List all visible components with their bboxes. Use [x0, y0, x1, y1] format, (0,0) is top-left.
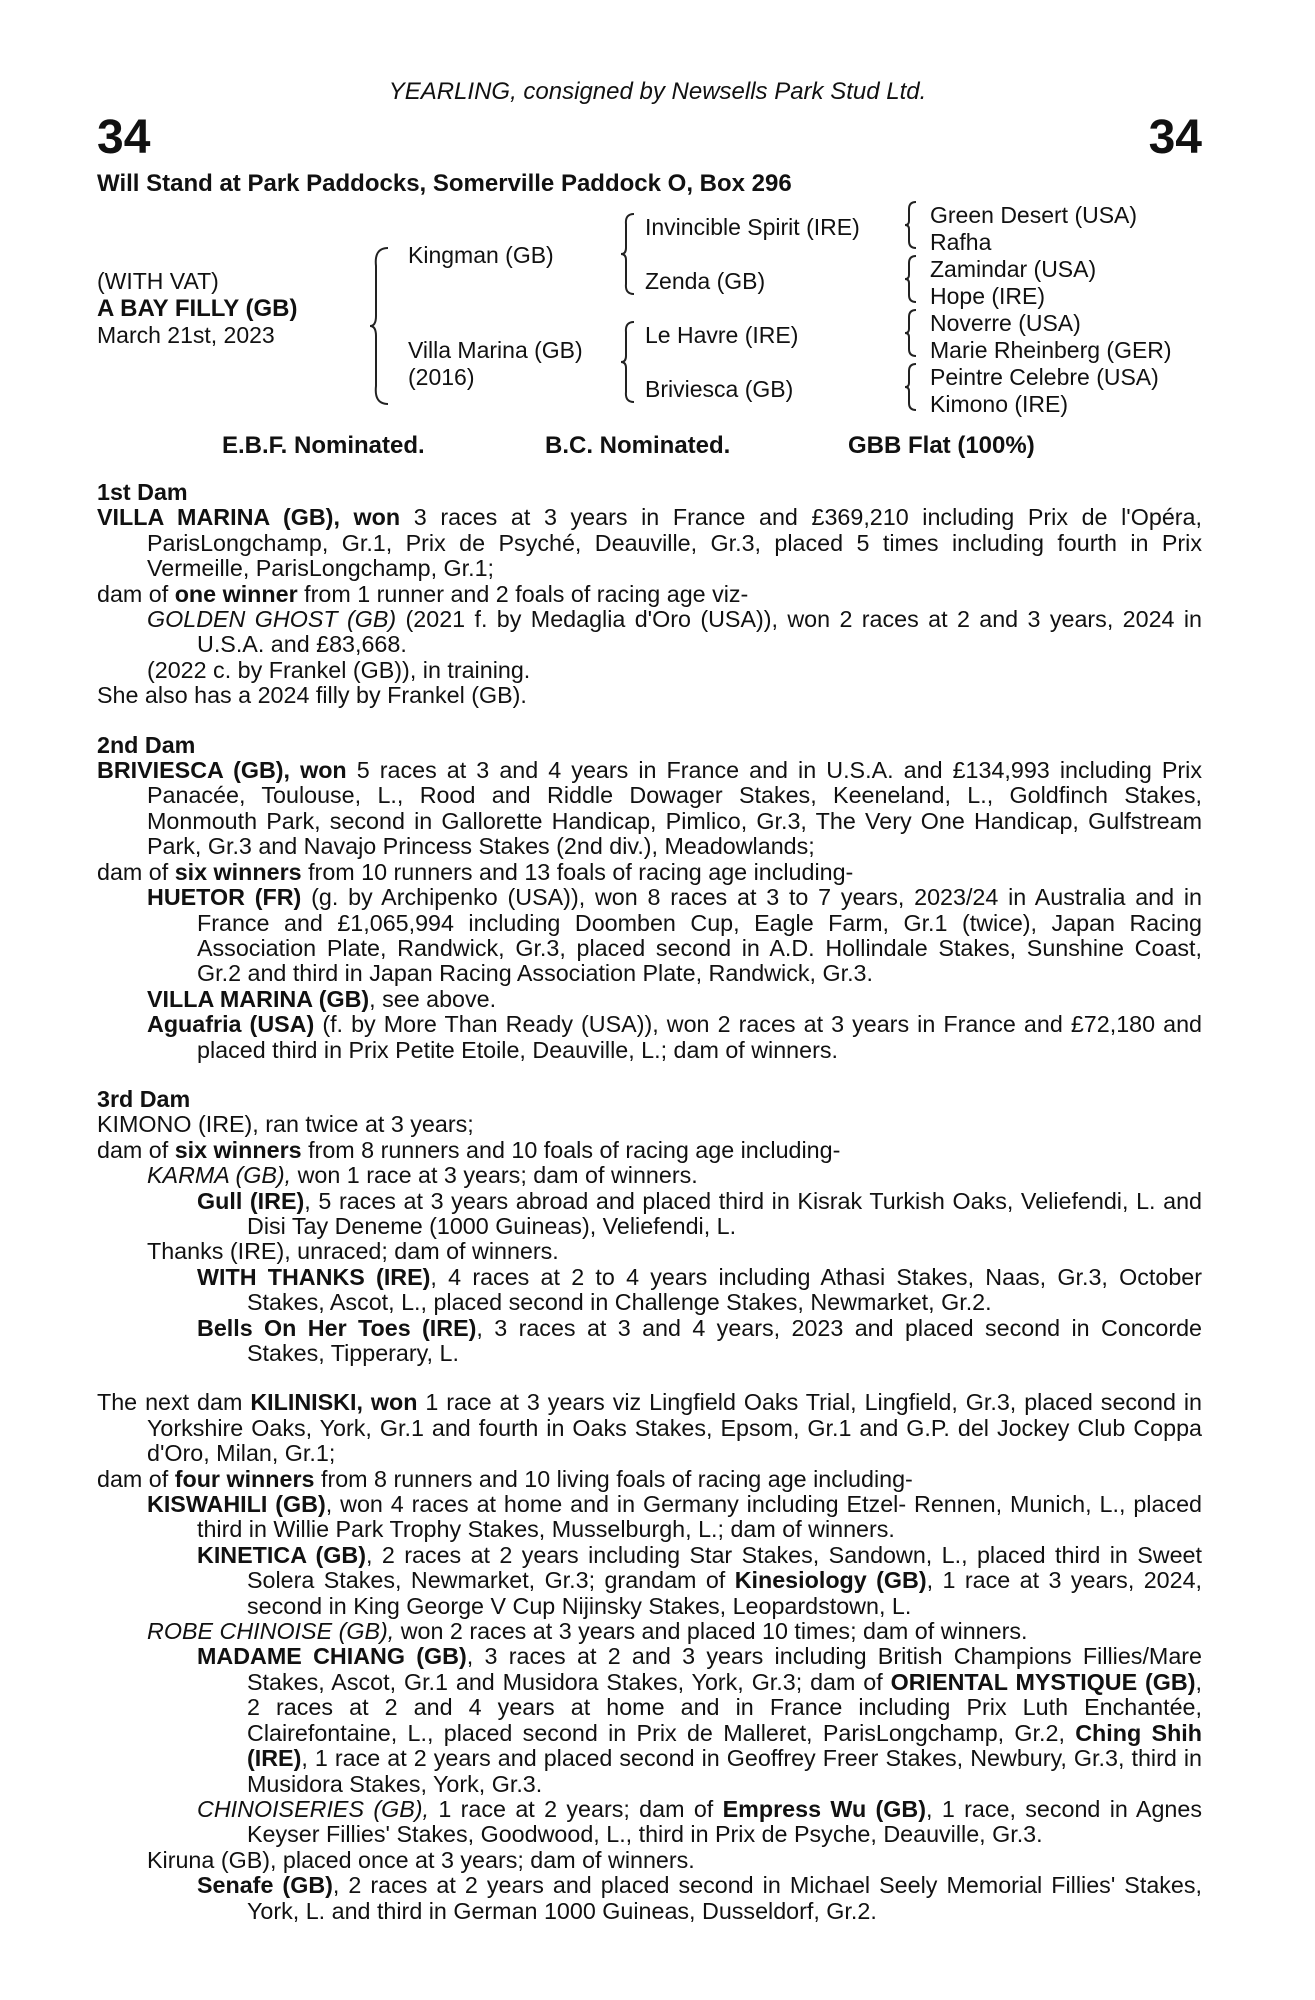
third-dam-foal-2: Thanks (IRE), unraced; dam of winners.: [147, 1238, 559, 1265]
ggdam-4: Kimono (IRE): [930, 391, 1069, 417]
next-dam-foal-3: Kiruna (GB), placed once at 3 years; dam of winners.: [147, 1846, 695, 1873]
dam-name: Villa Marina (GB): [408, 337, 583, 363]
grandsire-dam: Le Havre (IRE): [645, 322, 799, 348]
sire-name: Kingman (GB): [408, 242, 554, 268]
first-dam-heading: 1st Dam: [97, 479, 188, 505]
next-dam-record: The next dam KILINISKI, won 1 race at 3 years viz Lingfield Oaks Trial, Lingfield, Gr.3, placed second in Yorkshire Oaks, York, Gr.1 and fourth in Oaks Stakes, Epsom, Gr.1 and G.P. del Jockey Club Coppa d'Oro, Milan, Gr.1;: [97, 1389, 1202, 1467]
first-dam-note: She also has a 2024 filly by Frankel (GB).: [97, 682, 527, 709]
next-dam-foal-2: ROBE CHINOISE (GB), won 2 races at 3 years and placed 10 times; dam of winners.: [147, 1618, 1028, 1645]
ggdam-2: Hope (IRE): [930, 283, 1046, 309]
ggsire-3: Noverre (USA): [930, 310, 1081, 336]
pedigree-brace-g2: [904, 254, 918, 309]
pedigree-brace-g3: [904, 308, 918, 363]
lot-number-right: 34: [1148, 111, 1202, 164]
ggdam-3: Marie Rheinberg (GER): [930, 337, 1172, 363]
horse-name: A BAY FILLY (GB): [97, 295, 298, 322]
next-dam-grandfoal-2: MADAME CHIANG (GB), 3 races at 2 and 3 years including British Champions Fillies/Mare Stakes, Ascot, Gr.1 and Musidora Stakes, York, Gr.3; dam of ORIENTAL MYSTIQUE (GB), 2 races at 2 and 4 years at home and in France including Prix Luth Enchantée, Clairefontaine, L., placed second in Prix de Malleret, ParisLongchamp, Gr.2, Ching Shih (IRE), 1 race at 2 years and placed second in Geoffrey Freer Stakes, Newbury, Gr.3, third in Musidora Stakes, York, Gr.3.: [197, 1643, 1203, 1797]
ggdam-1: Rafha: [930, 229, 992, 255]
second-dam-record: BRIVIESCA (GB), won 5 races at 3 and 4 years in France and in U.S.A. and £134,993 including Prix Panacée, Toulouse, L., Rood and Riddle Dowager Stakes, Keeneland, L., Goldfinch Stakes, Monmouth Park, second in Gallorette Handicap, Pimlico, Gr.3, The Very One Handicap, Gulfstream Park, Gr.3 and Navajo Princess Stakes (2nd div.), Meadowlands;: [97, 757, 1202, 860]
ebf-nomination: E.B.F. Nominated.: [222, 432, 425, 459]
third-dam-grandfoal-2: WITH THANKS (IRE), 4 races at 2 to 4 years including Athasi Stakes, Naas, Gr.3, October Stakes, Ascot, L., placed second in Challenge Stakes, Newmarket, Gr.2.: [197, 1263, 1202, 1316]
first-dam-produce-summary: dam of one winner from 1 runner and 2 foals of racing age viz-: [97, 580, 749, 607]
pedigree-brace-main: [368, 246, 390, 411]
horse-dob: March 21st, 2023: [97, 322, 275, 348]
pedigree-brace-sire: [620, 212, 636, 301]
first-dam-foal-1: GOLDEN GHOST (GB) (2021 f. by Medaglia d'Oro (USA)), won 2 races at 2 and 3 years, 2024 in U.S.A. and £83,668.: [147, 606, 1203, 658]
bc-nomination: B.C. Nominated.: [545, 432, 731, 459]
second-dam-foal-1: HUETOR (FR) (g. by Archipenko (USA)), won 8 races at 3 to 7 years, 2023/24 in Australia and in France and £1,065,994 including Doomben Cup, Eagle Farm, Gr.1 (twice), Japan Racing Association Plate, Randwick, Gr.3, placed second in A.D. Hollindale Stakes, Sunshine Coast, Gr.2 and third in Japan Racing Association Plate, Randwick, Gr.3.: [147, 884, 1202, 987]
third-dam-record: KIMONO (IRE), ran twice at 3 years;: [97, 1111, 474, 1138]
pedigree-brace-g4: [904, 362, 918, 417]
catalogue-body: [97, 480, 1202, 1924]
ggsire-1: Green Desert (USA): [930, 202, 1138, 228]
next-dam-grandfoal-1: KINETICA (GB), 2 races at 2 years including Star Stakes, Sandown, L., placed third in Sweet Solera Stakes, Newmarket, Gr.3; grandam of Kinesiology (GB), 1 race at 3 years, 2024, second in King George V Cup Nijinsky Stakes, Leopardstown, L.: [197, 1541, 1203, 1619]
third-dam-grandfoal-1: Gull (IRE), 5 races at 3 years abroad and placed third in Kisrak Turkish Oaks, Veliefendi, L. and Disi Tay Deneme (1000 Guineas), Veliefendi, L.: [197, 1187, 1202, 1239]
grandsire-sire: Invincible Spirit (IRE): [645, 214, 860, 240]
next-dam-grandfoal-3: CHINOISERIES (GB), 1 race at 2 years; dam of Empress Wu (GB), 1 race, second in Agnes Keyser Fillies' Stakes, Goodwood, L., third in Prix de Psyche, Deauville, Gr.3.: [197, 1795, 1202, 1848]
vat-note: (WITH VAT): [97, 268, 219, 294]
granddam-sire: Zenda (GB): [645, 268, 766, 294]
first-dam-record: VILLA MARINA (GB), won 3 races at 3 years in France and £369,210 including Prix de l'Opéra, ParisLongchamp, Gr.1, Prix de Psyché, Deauville, Gr.3, placed 5 times including fourth in Prix Vermeille, ParisLongchamp, Gr.1;: [97, 504, 1202, 582]
pedigree-brace-g1: [904, 200, 918, 255]
granddam-dam: Briviesca (GB): [645, 376, 794, 402]
sale-subtitle: YEARLING, consigned by Newsells Park Stud Ltd.: [388, 78, 927, 105]
pedigree-brace-dam: [620, 320, 636, 409]
ggsire-2: Zamindar (USA): [930, 256, 1097, 282]
second-dam-produce-summary: dam of six winners from 10 runners and 13 foals of racing age including-: [97, 858, 854, 885]
next-dam-produce-summary: dam of four winners from 8 runners and 10 living foals of racing age including-: [97, 1465, 913, 1492]
third-dam-heading: 3rd Dam: [97, 1085, 191, 1112]
stand-location: Will Stand at Park Paddocks, Somerville Paddock O, Box 296: [97, 170, 792, 197]
third-dam-foal-1: KARMA (GB), won 1 race at 3 years; dam of winners.: [147, 1162, 698, 1189]
next-dam-grandfoal-4: Senafe (GB), 2 races at 2 years and placed second in Michael Seely Memorial Fillies' Stakes, York, L. and third in German 1000 Guineas, Dusseldorf, Gr.2.: [197, 1872, 1202, 1924]
gbb-flat: GBB Flat (100%): [848, 432, 1035, 459]
second-dam-heading: 2nd Dam: [97, 731, 196, 758]
first-dam-foal-2: (2022 c. by Frankel (GB)), in training.: [147, 656, 531, 683]
second-dam-foal-2: VILLA MARINA (GB), see above.: [147, 985, 497, 1012]
lot-number-left: 34: [97, 111, 151, 164]
third-dam-grandfoal-3: Bells On Her Toes (IRE), 3 races at 3 and 4 years, 2023 and placed second in Concorde Stakes, Tipperary, L.: [197, 1314, 1202, 1366]
third-dam-produce-summary: dam of six winners from 8 runners and 10 foals of racing age including-: [97, 1136, 841, 1163]
second-dam-foal-3: Aguafria (USA) (f. by More Than Ready (USA)), won 2 races at 3 years in France and £72,180 and placed third in Prix Petite Etoile, Deauville, L.; dam of winners.: [147, 1011, 1202, 1063]
ggsire-4: Peintre Celebre (USA): [930, 364, 1159, 390]
dam-year: (2016): [408, 364, 475, 390]
next-dam-foal-1: KISWAHILI (GB), won 4 races at home and in Germany including Etzel- Rennen, Munich, L., placed third in Willie Park Trophy Stakes, Musselburgh, L.; dam of winners.: [147, 1491, 1202, 1543]
